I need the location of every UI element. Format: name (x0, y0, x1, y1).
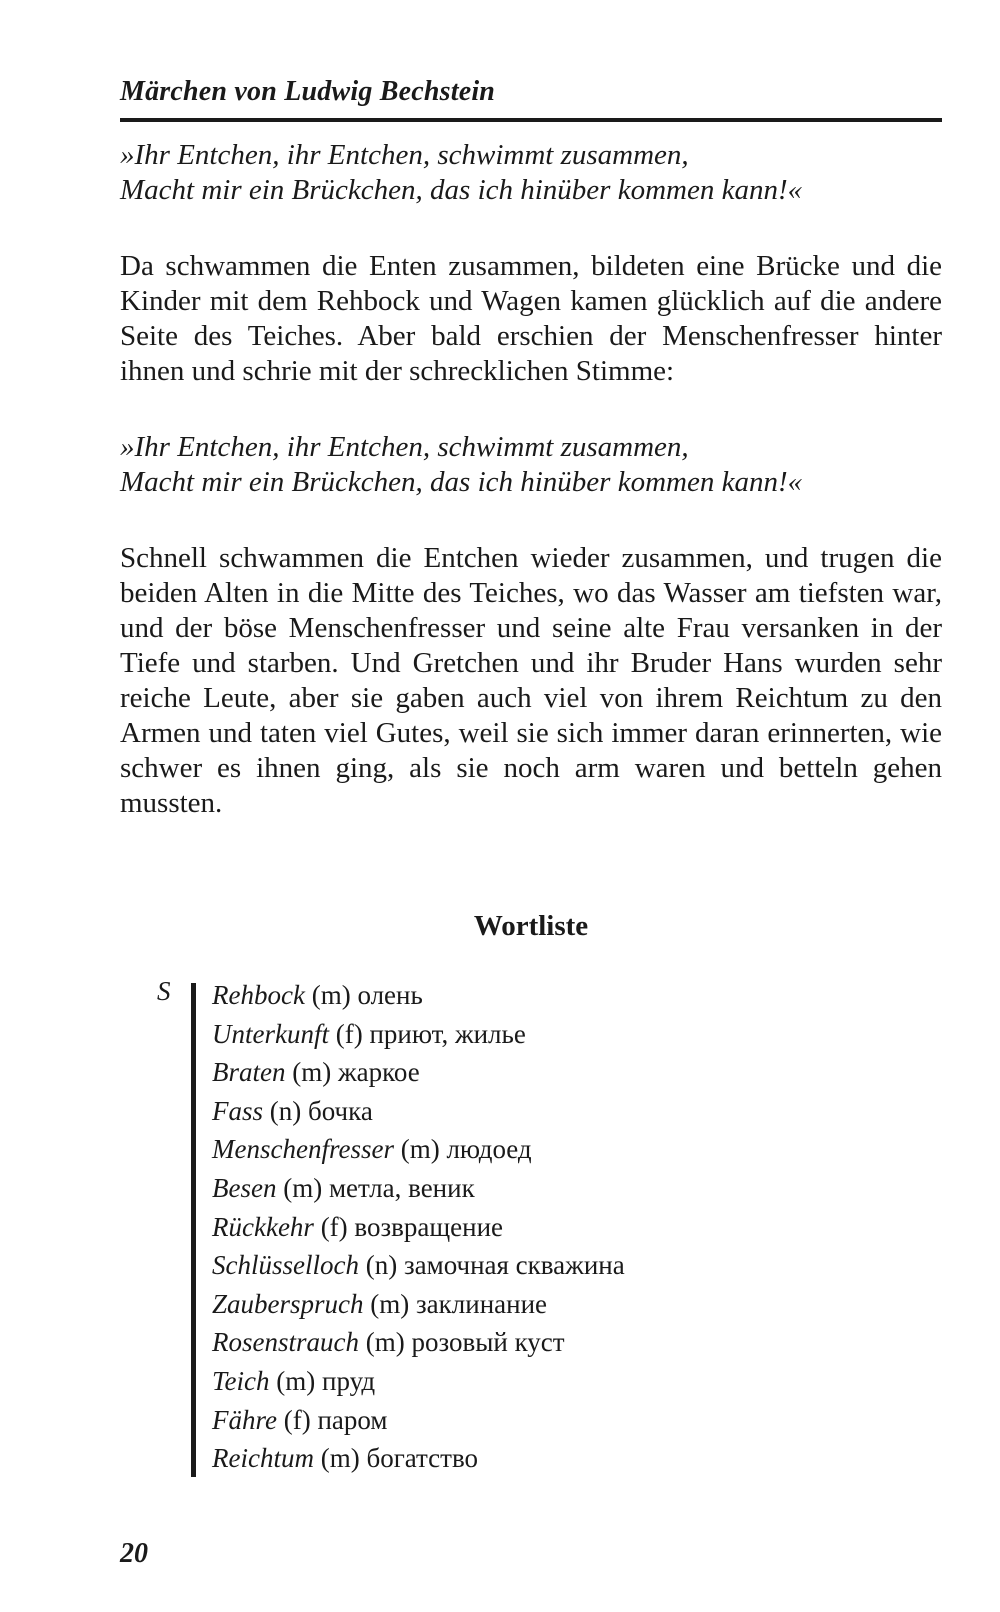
vocab-item (212, 1130, 625, 1169)
page-number: 20 (120, 1538, 148, 1569)
vocab-gender: (m) (311, 980, 351, 1010)
vocab-word: Zauberspruch (212, 1288, 364, 1319)
vocab-gender: (m) (283, 1172, 323, 1203)
vocab-translation: заклинание (416, 1288, 548, 1319)
vocab-translation: людоед (446, 1134, 532, 1165)
vocab-word: Besen (212, 1172, 277, 1203)
margin-bar (191, 983, 196, 1477)
verse-block (120, 138, 942, 208)
vocab-word: Teich (212, 1365, 270, 1396)
verse-block (120, 430, 942, 500)
vocab-gender: (m) (370, 1288, 410, 1319)
vocab-translation: метла, веник (328, 1172, 475, 1203)
header-title: Märchen von Ludwig Bechstein (120, 76, 496, 107)
vocab-gender: (m) (400, 1134, 440, 1165)
vocab-translation: бочка (308, 1095, 373, 1126)
vocab-item (212, 1246, 625, 1285)
vocab-gender: (m) (292, 1057, 332, 1088)
vocab-item (212, 1092, 625, 1131)
running-header (120, 72, 942, 122)
vocab-item (212, 1053, 625, 1092)
vocab-item (212, 976, 625, 1015)
verse-line: Macht mir ein Brückchen, das ich hinüber kommen kann!« (120, 174, 803, 206)
vocab-word: Fähre (212, 1404, 277, 1435)
vocab-item (212, 1015, 625, 1054)
vocab-translation: богатство (366, 1443, 479, 1474)
vocab-gender: (f) (335, 1018, 363, 1049)
vocab-gender: (n) (365, 1250, 398, 1281)
vocab-word: Braten (212, 1057, 286, 1088)
vocab-translation: замочная скважина (403, 1250, 625, 1281)
vocab-translation: приют, жилье (369, 1018, 526, 1049)
vocab-translation: возвращение (354, 1211, 504, 1242)
vocab-word: Menschenfresser (212, 1134, 394, 1165)
vocab-item (212, 1439, 625, 1478)
vocab-word: Unterkunft (212, 1018, 329, 1049)
vocab-item (212, 1285, 625, 1324)
vocabulary-list (212, 976, 625, 1478)
margin-letter: S (157, 976, 171, 1006)
vocab-translation: жаркое (337, 1057, 420, 1088)
vocab-word: Fass (212, 1095, 264, 1126)
vocab-item (212, 1323, 625, 1362)
verse-line: »Ihr Entchen, ihr Entchen, schwimmt zusammen, (120, 139, 689, 171)
vocab-translation: пруд (322, 1365, 376, 1396)
vocab-word: Schlüsselloch (212, 1250, 359, 1281)
vocab-translation: розовый куст (411, 1327, 565, 1358)
verse-line: »Ihr Entchen, ihr Entchen, schwimmt zusammen, (120, 431, 689, 463)
paragraph: Schnell schwammen die Entchen wieder zusammen, und trugen die beiden Alten in die Mitte des Teiches, wo das Wasser am tiefsten war, und der böse Menschenfresser und seine alte Frau versanken in der Tiefe und starben. Und Gretchen und ihr Bruder Hans wurden sehr reiche Leute, aber sie gaben auch viel von ihrem Reichtum zu den Armen und taten viel Gutes, weil sie sich immer daran erinnerten, wie schwer es ihnen ging, als sie noch arm waren und betteln gehen mussten. (120, 542, 942, 819)
vocab-word: Reichtum (212, 1443, 314, 1474)
paragraph: Da schwammen die Enten zusammen, bildeten eine Brücke und die Kinder mit dem Rehbock und Wagen kamen glücklich auf die andere Seite des Teiches. Aber bald erschien der Menschenfresser hinter ihnen und schrie mit der schrecklichen Stimme: (120, 250, 942, 387)
vocab-item (212, 1401, 625, 1440)
vocab-gender: (m) (276, 1365, 316, 1396)
wortliste-heading: Wortliste (473, 910, 589, 942)
vocab-translation: олень (357, 980, 423, 1010)
vocab-word: Rosenstrauch (212, 1327, 359, 1358)
vocab-gender: (f) (320, 1211, 348, 1242)
main-text (120, 138, 942, 821)
vocab-item (212, 1362, 625, 1401)
vocab-word: Rückkehr (212, 1211, 314, 1242)
vocab-word: Rehbock (212, 980, 305, 1010)
vocab-gender: (f) (283, 1404, 311, 1435)
vocab-translation: паром (317, 1404, 388, 1435)
verse-line: Macht mir ein Brückchen, das ich hinüber kommen kann!« (120, 466, 803, 498)
vocab-item (212, 1169, 625, 1208)
vocab-gender: (n) (269, 1095, 302, 1126)
vocab-item (212, 1208, 625, 1247)
vocab-gender: (m) (320, 1443, 360, 1474)
vocab-gender: (m) (365, 1327, 405, 1358)
